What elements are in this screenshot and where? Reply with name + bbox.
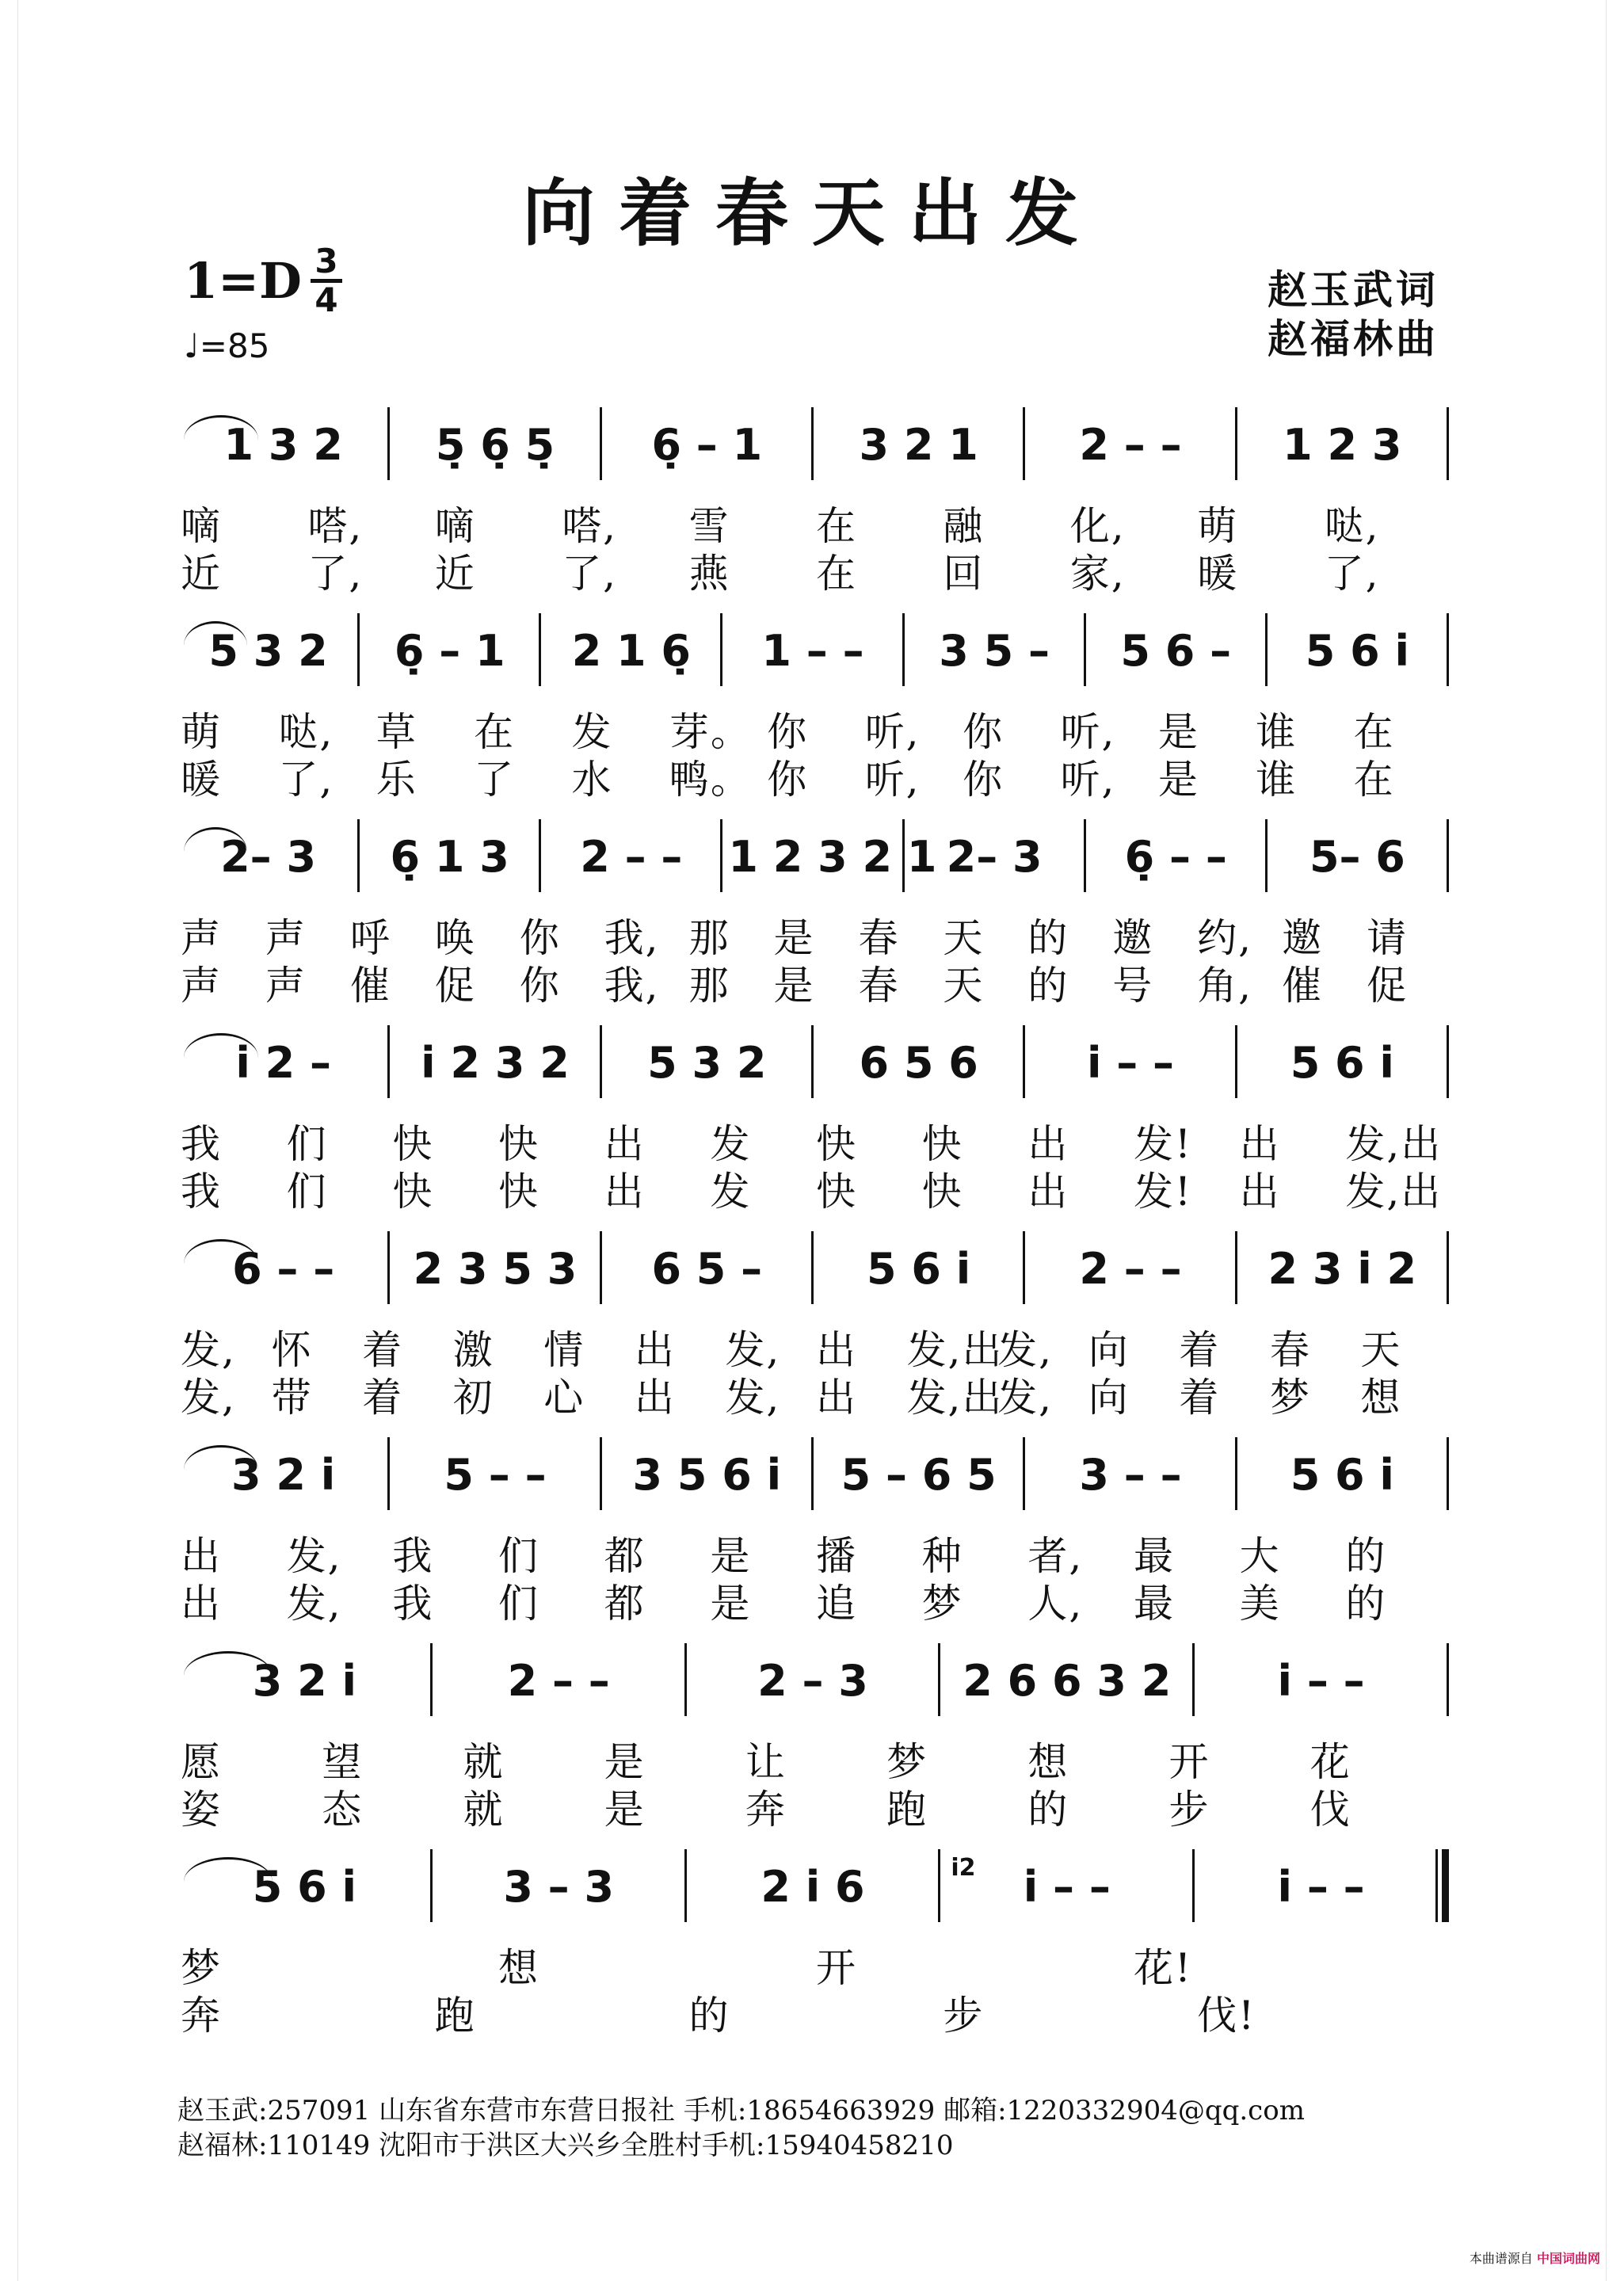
lyric-syllable: 水 bbox=[571, 757, 613, 803]
measure: 5 3 2 bbox=[647, 1038, 767, 1088]
lyric-syllable: 发, bbox=[286, 1581, 342, 1627]
measure: 6̣ – – bbox=[1124, 832, 1227, 882]
lyric-syllable: 快 bbox=[392, 1169, 434, 1215]
lyric-syllable: 近 bbox=[181, 551, 222, 597]
lyric-syllable: 了, bbox=[562, 551, 618, 597]
lyric-syllable: 开 bbox=[1168, 1739, 1210, 1785]
measure: 1 3 2 bbox=[223, 420, 343, 470]
lyric-syllable: 了, bbox=[1324, 551, 1380, 597]
notes-line bbox=[177, 1038, 1448, 1088]
measure: 5 6 i bbox=[1305, 626, 1410, 676]
measure: 3 5 – bbox=[939, 626, 1050, 676]
lyric-syllable: 号 bbox=[1112, 963, 1154, 1009]
measure: 5– 6 bbox=[1309, 832, 1405, 882]
lyric-syllable: 哒, bbox=[1324, 503, 1380, 549]
lyric-syllable: 发, bbox=[997, 1327, 1054, 1373]
lyric-syllable: 快 bbox=[392, 1121, 434, 1167]
lyric-syllable: 快 bbox=[921, 1121, 963, 1167]
lyric-syllable: 望 bbox=[322, 1739, 364, 1785]
measure: 1 2 3 bbox=[1283, 420, 1402, 470]
lyric-syllable: 角, bbox=[1197, 963, 1253, 1009]
meter-bottom: 4 bbox=[315, 280, 338, 319]
lyricist-credit: 赵玉武词 bbox=[1268, 266, 1439, 313]
measure: 2 3 5 3 bbox=[413, 1244, 578, 1294]
lyricist-contact: 赵玉武:257091 山东省东营市东营日报社 手机:18654663929 邮箱:1220332904@qq.com bbox=[177, 2095, 1305, 2127]
lyric-syllable: 发, bbox=[181, 1327, 236, 1373]
footer-brand: 中国词曲网 bbox=[1536, 2251, 1600, 2266]
lyric-syllable: 发,出 bbox=[906, 1327, 1004, 1373]
lyric-syllable: 你 bbox=[767, 709, 809, 755]
notes-line bbox=[177, 420, 1448, 470]
measure: 3 – – bbox=[1079, 1450, 1182, 1500]
lyric-syllable: 哒, bbox=[278, 709, 334, 755]
lyric-syllable: 想 bbox=[1360, 1375, 1402, 1421]
lyric-syllable: 都 bbox=[604, 1533, 646, 1579]
lyric-syllable: 激 bbox=[452, 1327, 494, 1373]
lyric-syllable: 发, bbox=[997, 1375, 1054, 1421]
lyric-syllable: 声 bbox=[181, 915, 222, 961]
lyric-syllable: 们 bbox=[286, 1121, 328, 1167]
lyric-syllable: 请 bbox=[1367, 915, 1409, 961]
lyric-syllable: 怀 bbox=[271, 1327, 313, 1373]
lyric-syllable: 在 bbox=[474, 709, 516, 755]
time-signature bbox=[309, 244, 344, 318]
lyric-syllable: 我 bbox=[392, 1581, 434, 1627]
lyric-syllable: 就 bbox=[463, 1787, 505, 1833]
measure: 5 6 i bbox=[867, 1244, 971, 1294]
lyric-syllable: 春 bbox=[858, 915, 900, 961]
measure: 2 i 6 bbox=[761, 1862, 865, 1912]
lyric-syllable: 们 bbox=[286, 1169, 328, 1215]
measure: 2 – – bbox=[580, 832, 683, 882]
lyric-syllable: 步 bbox=[1168, 1787, 1210, 1833]
lyric-syllable: 着 bbox=[1179, 1327, 1221, 1373]
lyric-syllable: 初 bbox=[452, 1375, 494, 1421]
lyric-syllable: 发 bbox=[571, 709, 613, 755]
measure: 2– 3 bbox=[946, 832, 1043, 882]
lyric-syllable: 呼 bbox=[349, 915, 391, 961]
lyric-syllable: 天 bbox=[1360, 1327, 1402, 1373]
lyric-syllable: 乐 bbox=[376, 757, 417, 803]
lyric-syllable: 暖 bbox=[181, 757, 222, 803]
lyric-syllable: 唤 bbox=[434, 915, 476, 961]
lyric-syllable: 近 bbox=[434, 551, 476, 597]
lyric-syllable: 着 bbox=[362, 1375, 404, 1421]
lyric-syllable: 在 bbox=[816, 551, 857, 597]
lyric-syllable: 回 bbox=[943, 551, 985, 597]
measure: 2 1 6̣ bbox=[571, 626, 692, 676]
lyric-syllable: 化, bbox=[1069, 503, 1126, 549]
measure: i – – bbox=[1023, 1862, 1111, 1912]
lyric-syllable: 发 bbox=[710, 1121, 752, 1167]
lyric-syllable: 听, bbox=[864, 709, 921, 755]
lyric-syllable: 出 bbox=[1239, 1169, 1281, 1215]
lyric-syllable: 了 bbox=[474, 757, 516, 803]
lyric-syllable: 带 bbox=[271, 1375, 313, 1421]
lyric-syllable: 约, bbox=[1197, 915, 1253, 961]
lyric-syllable: 播 bbox=[816, 1533, 857, 1579]
measure: 6̣ 1 3 bbox=[390, 832, 509, 882]
lyric-syllable: 那 bbox=[688, 915, 730, 961]
lyric-syllable: 天 bbox=[943, 963, 985, 1009]
lyric-syllable: 态 bbox=[322, 1787, 364, 1833]
lyric-syllable: 你 bbox=[519, 915, 561, 961]
measure: 6̣ – 1 bbox=[394, 626, 505, 676]
lyric-syllable: 快 bbox=[816, 1169, 857, 1215]
lyric-syllable: 那 bbox=[688, 963, 730, 1009]
lyric-syllable: 快 bbox=[498, 1121, 539, 1167]
lyric-syllable: 雪 bbox=[688, 503, 730, 549]
lyric-syllable: 都 bbox=[604, 1581, 646, 1627]
lyric-syllable: 是 bbox=[604, 1739, 646, 1785]
lyric-syllable: 在 bbox=[1353, 709, 1395, 755]
lyric-syllable: 嗒, bbox=[562, 503, 618, 549]
measure: 6 – – bbox=[232, 1244, 335, 1294]
lyric-syllable: 天 bbox=[943, 915, 985, 961]
notes-line bbox=[177, 1854, 1448, 1912]
lyric-syllable: 发,出 bbox=[906, 1375, 1004, 1421]
lyric-syllable: 开 bbox=[816, 1945, 857, 1991]
lyric-syllable: 发 bbox=[710, 1169, 752, 1215]
lyric-syllable: 追 bbox=[816, 1581, 857, 1627]
measure: 5 6 i bbox=[1290, 1038, 1394, 1088]
measure: i – – bbox=[1277, 1656, 1365, 1706]
measure: 6 5 6 bbox=[859, 1038, 978, 1088]
lyric-syllable: 梦 bbox=[1269, 1375, 1311, 1421]
footer-text: 本曲谱源自 bbox=[1469, 2251, 1533, 2266]
measure: 5 – 6 5 bbox=[841, 1450, 997, 1500]
right-margin-strip bbox=[1606, 0, 1624, 2281]
lyric-syllable: 萌 bbox=[1197, 503, 1239, 549]
key-signature: 1=D bbox=[184, 252, 302, 310]
measure: 2– 3 bbox=[220, 832, 317, 882]
lyric-syllable: 步 bbox=[943, 1993, 985, 2039]
composer-credit: 赵福林曲 bbox=[1268, 315, 1439, 362]
lyric-syllable: 发, bbox=[181, 1375, 236, 1421]
measure: 6 5 – bbox=[651, 1244, 763, 1294]
lyric-syllable: 了, bbox=[278, 757, 334, 803]
lyric-syllable: 的 bbox=[1345, 1533, 1387, 1579]
lyric-syllable: 者, bbox=[1027, 1533, 1084, 1579]
lyric-syllable: 是 bbox=[1157, 757, 1199, 803]
lyric-syllable: 奔 bbox=[181, 1993, 222, 2039]
lyric-syllable: 是 bbox=[604, 1787, 646, 1833]
lyric-syllable: 想 bbox=[1027, 1739, 1069, 1785]
lyric-syllable: 在 bbox=[1353, 757, 1395, 803]
measure: 1 2 3 2 1 bbox=[728, 832, 937, 882]
lyric-syllable: 促 bbox=[434, 963, 476, 1009]
lyric-syllable: 发, bbox=[725, 1327, 781, 1373]
lyric-syllable: 梦 bbox=[921, 1581, 963, 1627]
lyric-syllable: 人, bbox=[1027, 1581, 1084, 1627]
measure: 2 6 6 3 2 bbox=[963, 1656, 1172, 1706]
measure: i 2 3 2 bbox=[421, 1038, 570, 1088]
notes-line bbox=[177, 1450, 1448, 1500]
lyric-syllable: 们 bbox=[498, 1581, 539, 1627]
lyric-syllable: 向 bbox=[1088, 1327, 1130, 1373]
lyric-syllable: 了, bbox=[307, 551, 364, 597]
lyric-syllable: 是 bbox=[710, 1533, 752, 1579]
lyric-syllable: 你 bbox=[767, 757, 809, 803]
lyric-syllable: 发, bbox=[725, 1375, 781, 1421]
lyric-syllable: 发, bbox=[286, 1533, 342, 1579]
lyric-syllable: 家, bbox=[1069, 551, 1126, 597]
lyric-syllable: 的 bbox=[1345, 1581, 1387, 1627]
lyric-syllable: 是 bbox=[710, 1581, 752, 1627]
source-footer bbox=[1470, 2249, 1600, 2267]
lyric-syllable: 跑 bbox=[886, 1787, 928, 1833]
lyric-syllable: 着 bbox=[1179, 1375, 1221, 1421]
lyric-syllable: 声 bbox=[265, 915, 307, 961]
meter-top: 3 bbox=[315, 242, 338, 280]
lyric-syllable: 我, bbox=[604, 915, 660, 961]
lyric-syllable: 出 bbox=[1027, 1121, 1069, 1167]
notes-line bbox=[177, 1244, 1448, 1294]
lyric-syllable: 最 bbox=[1134, 1581, 1175, 1627]
measure: 2 – – bbox=[1079, 1244, 1182, 1294]
lyric-syllable: 你 bbox=[519, 963, 561, 1009]
lyric-syllable: 声 bbox=[181, 963, 222, 1009]
lyric-syllable: 听, bbox=[1060, 709, 1116, 755]
lyric-syllable: 出 bbox=[816, 1375, 857, 1421]
lyric-syllable: 梦 bbox=[886, 1739, 928, 1785]
lyric-syllable: 出 bbox=[1027, 1169, 1069, 1215]
lyric-syllable: 的 bbox=[1027, 963, 1069, 1009]
lyric-syllable: 催 bbox=[1282, 963, 1324, 1009]
notes-line bbox=[177, 626, 1448, 676]
lyric-syllable: 花 bbox=[1309, 1739, 1351, 1785]
measure: 3 2 i bbox=[252, 1656, 357, 1706]
lyric-syllable: 快 bbox=[498, 1169, 539, 1215]
song-title: 向着春天出发 bbox=[521, 170, 1102, 256]
measure: 5̣ 6̣ 5̣ bbox=[435, 420, 555, 470]
measure: 2 3 i 2 bbox=[1268, 1244, 1417, 1294]
lyric-syllable: 梦 bbox=[181, 1945, 222, 1991]
lyric-syllable: 愿 bbox=[181, 1739, 222, 1785]
lyric-syllable: 种 bbox=[921, 1533, 963, 1579]
measure: 3 – 3 bbox=[503, 1862, 615, 1912]
lyric-syllable: 奔 bbox=[745, 1787, 787, 1833]
lyric-syllable: 燕 bbox=[688, 551, 730, 597]
lyric-syllable: 促 bbox=[1367, 963, 1409, 1009]
lyric-syllable: 的 bbox=[688, 1993, 730, 2039]
measure: 5 6 i bbox=[1290, 1450, 1394, 1500]
lyric-syllable: 邀 bbox=[1112, 915, 1154, 961]
notes-line bbox=[177, 832, 1448, 882]
lyric-syllable: 嘀 bbox=[434, 503, 476, 549]
lyric-syllable: 催 bbox=[349, 963, 391, 1009]
lyric-syllable: 快 bbox=[921, 1169, 963, 1215]
lyric-syllable: 我, bbox=[604, 963, 660, 1009]
lyric-syllable: 出 bbox=[181, 1533, 222, 1579]
lyric-syllable: 你 bbox=[963, 757, 1005, 803]
lyric-syllable: 发,出 bbox=[1345, 1169, 1443, 1215]
lyric-syllable: 出 bbox=[1239, 1121, 1281, 1167]
measure: 3 2 i bbox=[231, 1450, 336, 1500]
lyric-syllable: 我 bbox=[392, 1533, 434, 1579]
lyric-syllable: 发,出 bbox=[1345, 1121, 1443, 1167]
lyric-syllable: 跑 bbox=[434, 1993, 476, 2039]
lyric-syllable: 我 bbox=[181, 1169, 222, 1215]
lyric-syllable: 美 bbox=[1239, 1581, 1281, 1627]
notes-line bbox=[177, 1656, 1448, 1706]
lyric-syllable: 姿 bbox=[181, 1787, 222, 1833]
measure: 2 – – bbox=[507, 1656, 610, 1706]
lyric-syllable: 听, bbox=[1060, 757, 1116, 803]
tempo-marking: ♩=85 bbox=[184, 326, 270, 365]
measure: 3 5 6 i bbox=[632, 1450, 782, 1500]
measure: i – – bbox=[1277, 1862, 1365, 1912]
lyric-syllable: 出 bbox=[634, 1375, 676, 1421]
measure: 5 6 – bbox=[1120, 626, 1232, 676]
lyric-syllable: 谁 bbox=[1256, 709, 1298, 755]
lyric-syllable: 就 bbox=[463, 1739, 505, 1785]
lyric-syllable: 邀 bbox=[1282, 915, 1324, 961]
lyric-syllable: 在 bbox=[816, 503, 857, 549]
lyric-syllable: 出 bbox=[181, 1581, 222, 1627]
lyric-syllable: 草 bbox=[376, 709, 417, 755]
lyric-syllable: 大 bbox=[1239, 1533, 1281, 1579]
lyric-syllable: 你 bbox=[963, 709, 1005, 755]
lyric-syllable: 最 bbox=[1134, 1533, 1175, 1579]
lyric-syllable: 向 bbox=[1088, 1375, 1130, 1421]
lyric-syllable: 着 bbox=[362, 1327, 404, 1373]
lyric-syllable: 声 bbox=[265, 963, 307, 1009]
lyric-syllable: 我 bbox=[181, 1121, 222, 1167]
measure: 1 – – bbox=[761, 626, 864, 676]
lyric-syllable: 萌 bbox=[181, 709, 222, 755]
lyric-syllable: 鸭。 bbox=[669, 757, 752, 803]
lyric-syllable: 快 bbox=[816, 1121, 857, 1167]
lyric-syllable: 听, bbox=[864, 757, 921, 803]
composer-contact: 赵福林:110149 沈阳市于洪区大兴乡全胜村手机:15940458210 bbox=[177, 2130, 954, 2161]
measure: 5 3 2 bbox=[208, 626, 328, 676]
lyric-syllable: 发! bbox=[1134, 1121, 1193, 1167]
lyric-syllable: 心 bbox=[543, 1375, 585, 1421]
measure: 2 – – bbox=[1079, 420, 1182, 470]
lyric-syllable: 春 bbox=[1269, 1327, 1311, 1373]
lyric-syllable: 的 bbox=[1027, 915, 1069, 961]
measure: 6̣ – 1 bbox=[651, 420, 763, 470]
lyric-syllable: 出 bbox=[816, 1327, 857, 1373]
lyric-syllable: 出 bbox=[604, 1169, 646, 1215]
lyric-syllable: 暖 bbox=[1197, 551, 1239, 597]
lyric-syllable: 春 bbox=[858, 963, 900, 1009]
lyric-syllable: 想 bbox=[498, 1945, 539, 1991]
lyric-syllable: 情 bbox=[543, 1327, 585, 1373]
lyric-syllable: 谁 bbox=[1256, 757, 1298, 803]
lyric-syllable: 出 bbox=[634, 1327, 676, 1373]
lyric-syllable: 嘀 bbox=[181, 503, 222, 549]
left-margin-strip bbox=[0, 0, 18, 2281]
lyric-syllable: 伐! bbox=[1197, 1993, 1256, 2039]
lyric-syllable: 是 bbox=[773, 963, 815, 1009]
lyric-syllable: 花! bbox=[1134, 1945, 1193, 1991]
lyric-syllable: 嗒, bbox=[307, 503, 364, 549]
lyric-syllable: 出 bbox=[604, 1121, 646, 1167]
measure: 5 6 i bbox=[252, 1862, 357, 1912]
lyric-syllable: 的 bbox=[1027, 1787, 1069, 1833]
measure: 2 – 3 bbox=[757, 1656, 868, 1706]
measure: 5 – – bbox=[444, 1450, 547, 1500]
measure: i – – bbox=[1086, 1038, 1175, 1088]
measure: i 2 – bbox=[235, 1038, 331, 1088]
lyric-syllable: 让 bbox=[745, 1739, 787, 1785]
lyric-syllable: 发! bbox=[1134, 1169, 1193, 1215]
measure: 3 2 1 bbox=[859, 420, 978, 470]
lyric-syllable: 们 bbox=[498, 1533, 539, 1579]
lyric-syllable: 是 bbox=[773, 915, 815, 961]
lyric-syllable: 是 bbox=[1157, 709, 1199, 755]
lyric-syllable: 伐 bbox=[1309, 1787, 1351, 1833]
lyric-syllable: 芽。 bbox=[669, 709, 752, 755]
lyric-syllable: 融 bbox=[943, 503, 985, 549]
grace-notes: i2 bbox=[951, 1854, 976, 1882]
